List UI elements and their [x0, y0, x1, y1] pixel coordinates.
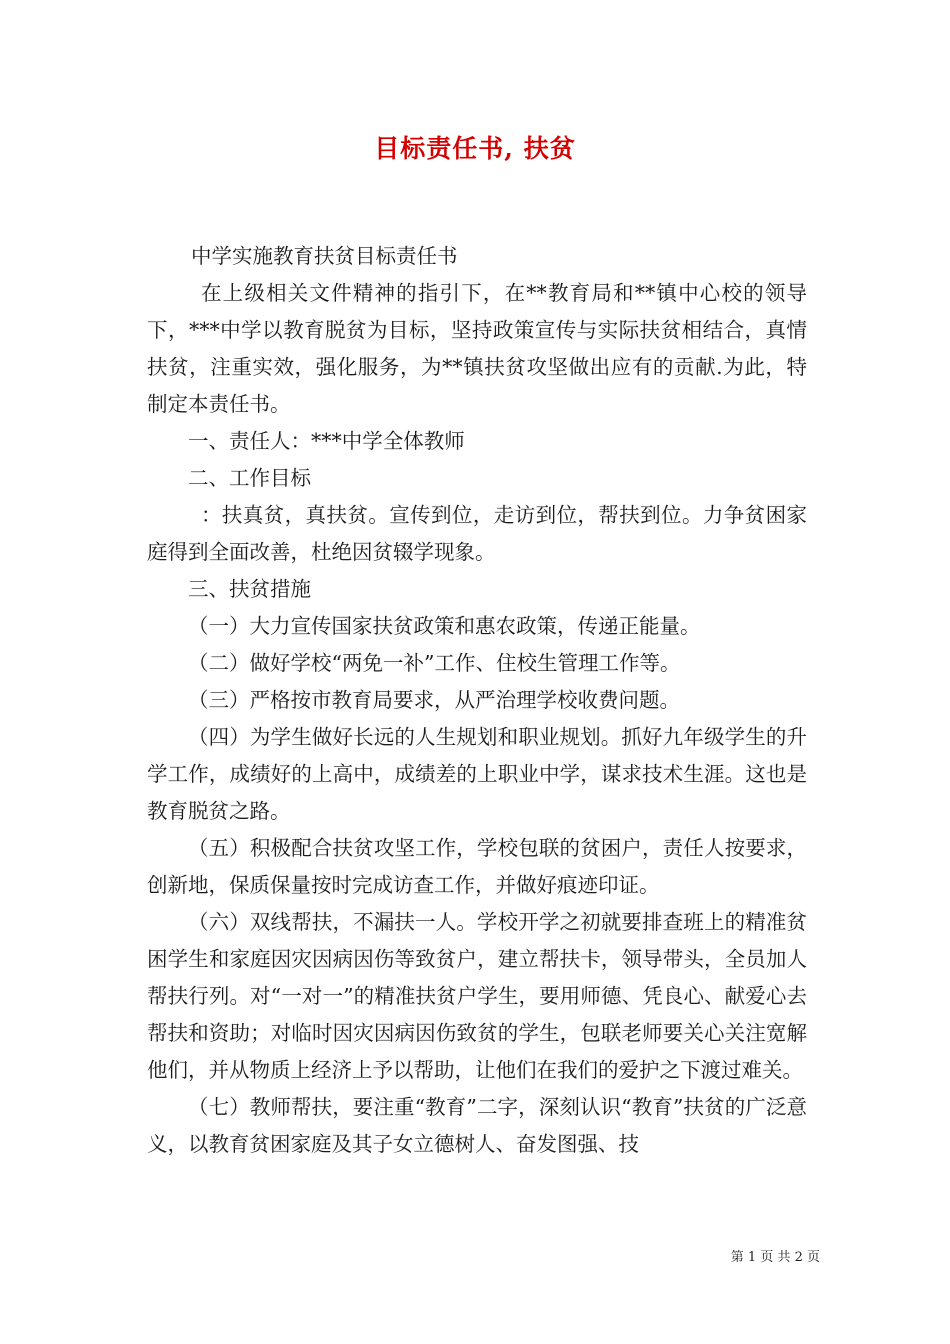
paragraph-measure-3: （三）严格按市教育局要求，从严治理学校收费问题。: [188, 688, 680, 712]
document-title: 目标责任书, 扶贫: [374, 134, 576, 163]
page-number: 第 1 页 共 2 页: [730, 1250, 820, 1265]
paragraph-intro: 在上级相关文件精神的指引下，在**教育局和**镇中心校的领导下，***中学以教育脱贫为目标，坚持政策宣传与实际扶贫相结合，真情扶贫，注重实效，强化服务，为**镇扶贫攻坚做出应有的贡献.为此，特制定本责任书。: [147, 281, 807, 416]
paragraph-measure-4: （四）为学生做好长远的人生规划和职业规划。抓好九年级学生的升学工作，成绩好的上高中，成绩差的上职业中学，谋求技术生涯。这也是教育脱贫之路。: [147, 725, 807, 823]
paragraph-measures-heading: 三、扶贫措施: [188, 577, 311, 601]
paragraph-goal: ：扶真贫，真扶贫。宣传到位，走访到位，帮扶到位。力争贫困家庭得到全面改善，杜绝因贫辍学现象。: [147, 503, 807, 564]
paragraph-measure-7: （七）教师帮扶，要注重“教育”二字，深刻认识“教育”扶贫的广泛意义，以教育贫困家庭及其子女立德树人、奋发图强、技: [147, 1095, 807, 1156]
paragraph-responsible: 一、责任人：***中学全体教师: [188, 429, 465, 453]
paragraph-measure-5: （五）积极配合扶贫攻坚工作，学校包联的贫困户，责任人按要求，创新地，保质保量按时完成访查工作，并做好痕迹印证。: [147, 836, 807, 897]
paragraph-measure-6: （六）双线帮扶，不漏扶一人。学校开学之初就要排查班上的精准贫困学生和家庭因灾因病因伤等致贫户，建立帮扶卡，领导带头，全员加人帮扶行列。对“一对一”的精准扶贫户学生，要用师德、凭良心、献爱心去帮扶和资助；对临时因灾因病因伤致贫的学生，包联老师要关心关注宽解他们，并从物质上经济上予以帮助，让他们在我们的爱护之下渡过难关。: [147, 910, 807, 1082]
paragraph-goal-heading: 二、工作目标: [188, 466, 311, 490]
document-body: [147, 238, 807, 1163]
paragraph-measure-2: （二）做好学校“两免一补”工作、住校生管理工作等。: [188, 651, 681, 675]
paragraph-subtitle: 中学实施教育扶贫目标责任书: [191, 244, 458, 268]
paragraph-measure-1: （一）大力宣传国家扶贫政策和惠农政策，传递正能量。: [188, 614, 701, 638]
